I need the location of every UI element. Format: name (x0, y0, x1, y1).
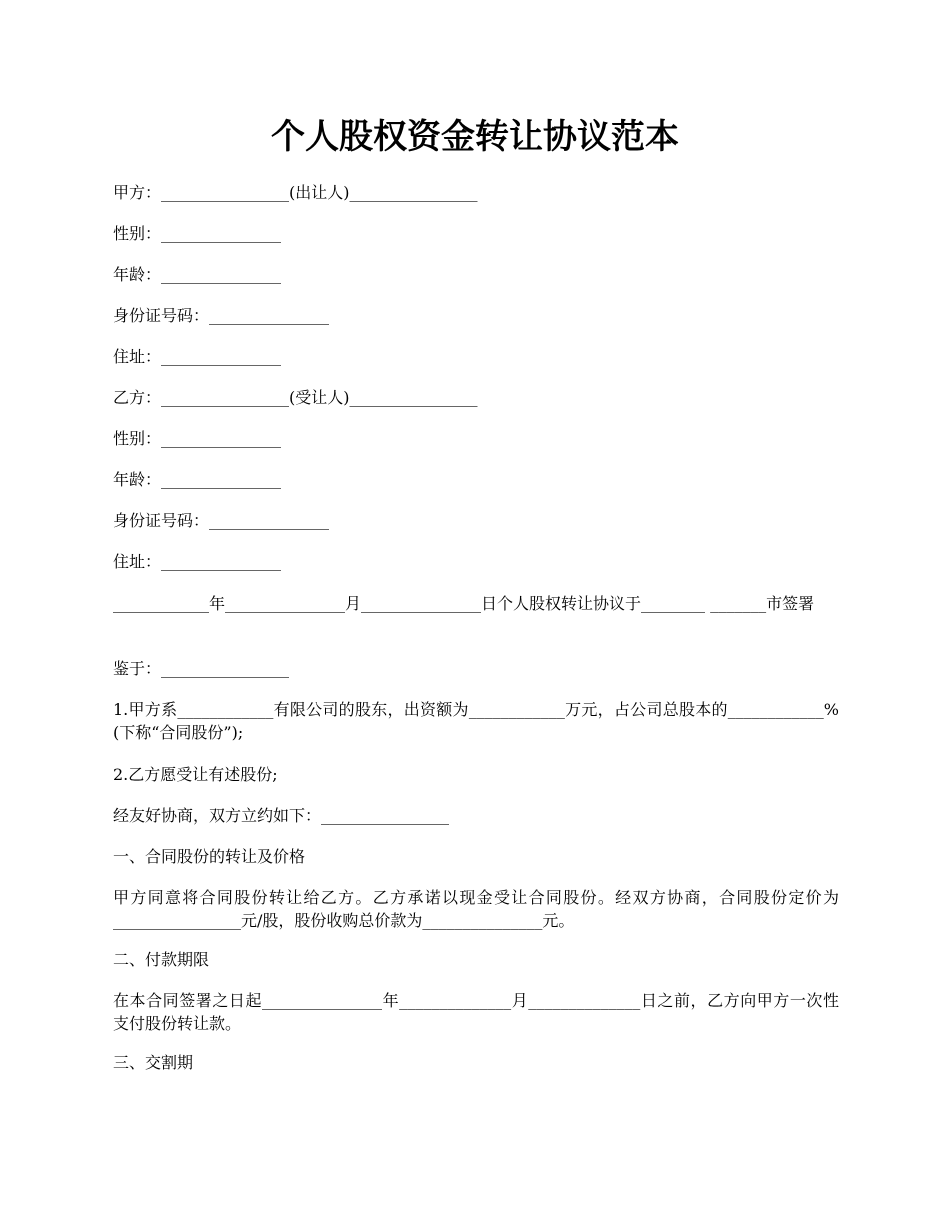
recital-2: 2.乙方愿受让有述股份; (113, 765, 278, 784)
agreement-intro: 经友好协商，双方立约如下：________________ (113, 806, 450, 825)
party-b-age: 年龄：_______________ (113, 470, 282, 489)
recital-1: 1.甲方系____________有限公司的股东，出资额为____________万元，占公司总股本的____________%(下称“合同股份”); (113, 700, 839, 742)
signing-date-paragraph: ____________年_______________月_______________日个人股权转让协议于________ _______市签署 (113, 594, 815, 613)
section-1-body: 甲方同意将合同股份转让给乙方。乙方承诺以现金受让合同股份。经双方协商，合同股份定价为________________元/股，股份收购总价款为_______________元。 (113, 888, 839, 930)
party-b-address: 住址：_______________ (113, 552, 282, 571)
document-title: 个人股权资金转让协议范本 (271, 117, 679, 157)
party-a-age: 年龄：_______________ (113, 265, 282, 284)
whereas-line: 鉴于：________________ (113, 659, 290, 678)
party-b-line: 乙方：________________(受让人)________________ (113, 388, 478, 407)
party-a-id-number: 身份证号码：_______________ (113, 306, 330, 325)
party-a-address: 住址：_______________ (113, 347, 282, 366)
party-b-id-number: 身份证号码：_______________ (113, 511, 330, 530)
party-a-gender: 性别：_______________ (113, 224, 282, 243)
section-heading-2: 二、付款期限 (113, 950, 210, 969)
party-a-line: 甲方：________________(出让人)________________ (113, 183, 478, 202)
section-heading-3: 三、交割期 (113, 1053, 194, 1072)
section-2-body: 在本合同签署之日起_______________年______________月______________日之前，乙方向甲方一次性支付股份转让款。 (113, 991, 839, 1033)
section-heading-1: 一、合同股份的转让及价格 (113, 847, 306, 866)
party-b-gender: 性别：_______________ (113, 429, 282, 448)
